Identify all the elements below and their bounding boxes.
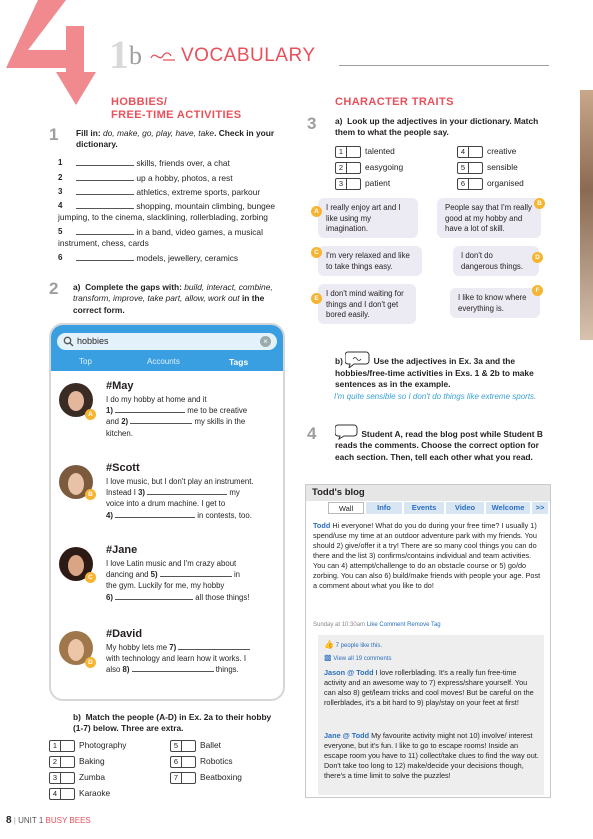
blog-title: Todd's blog — [312, 487, 365, 498]
ex3-number: 3 — [307, 114, 317, 133]
hobbies-app — [49, 323, 285, 701]
quote-bubble-d: I don't do dangerous things. — [453, 246, 539, 276]
hobby-option-3[interactable]: 3 Zumba — [49, 772, 105, 784]
post-tag: #David — [106, 628, 143, 640]
ex4-number: 4 — [307, 424, 317, 443]
todds-blog — [305, 484, 551, 798]
hobby-option-2[interactable]: 2 Baking — [49, 756, 105, 768]
post-tag: #May — [106, 380, 134, 392]
ex1-number: 1 — [49, 125, 59, 144]
answer-box[interactable]: 3 — [49, 772, 75, 784]
ex3-heading: CHARACTER TRAITS — [335, 96, 454, 108]
ex1-item-2: 2 up a hobby, photos, a rest — [58, 173, 233, 183]
comments-panel — [318, 635, 544, 795]
hobby-option-6[interactable]: 6 Robotics — [170, 756, 233, 768]
unit-letter: b — [129, 41, 142, 70]
swirl-icon — [149, 48, 177, 64]
quote-bubble-a: I really enjoy art and I like using my imagination. — [318, 198, 418, 238]
unit-header — [109, 32, 549, 77]
answer-box[interactable]: 6 — [170, 756, 196, 768]
header-rule — [339, 65, 549, 66]
hobby-option-5[interactable]: 5 Ballet — [170, 740, 221, 752]
answer-box[interactable]: 5 — [170, 740, 196, 752]
page-number: 8 — [6, 815, 12, 826]
post-tag: #Scott — [106, 462, 140, 474]
blog-tab-more[interactable]: >> — [532, 502, 548, 514]
adjective-5[interactable]: 5 sensible — [457, 162, 518, 174]
blog-tab-events[interactable]: Events — [404, 502, 444, 514]
ex2-number: 2 — [49, 279, 59, 298]
hobby-option-4[interactable]: 4 Karaoke — [49, 788, 110, 800]
thumbs-up-icon: 👍 — [324, 640, 334, 649]
person-letter-badge: C — [85, 572, 96, 583]
quote-bubble-e: I don't mind waiting for things and I don't get bored easily. — [318, 284, 416, 324]
blog-tabs — [306, 502, 550, 514]
section-title: VOCABULARY — [181, 45, 316, 66]
comment-jason: Jason @ Todd I love rollerblading. It's a really fun free-time activity and an awesome way to 7) express/share yourself. You can also 8) get/learn tricks and cool moves! But be careful on the rollerblades, it's a bit hard to 9) play/stay on your feet at first! — [324, 668, 534, 708]
quote-letter-badge: F — [532, 285, 543, 296]
ex2a-instruction: a) Complete the gaps with: build, interact, combine, transform, improve, take part, allow, work out in the correct form. — [73, 282, 273, 315]
ex1-heading: HOBBIES/ FREE-TIME ACTIVITIES — [111, 96, 242, 122]
ex1-instruction: Fill in: do, make, go, play, have, take. Check in your dictionary. — [76, 128, 275, 150]
quote-letter-badge: E — [311, 293, 322, 304]
post-meta: Sunday at 10:30am Like Comment Remove Tag — [313, 622, 441, 628]
quote-bubble-f: I like to know where everything is. — [450, 288, 540, 318]
person-letter-badge: D — [85, 657, 96, 668]
tab-accounts[interactable]: Accounts — [147, 357, 180, 366]
answer-box[interactable]: 1 — [49, 740, 75, 752]
view-comments-row[interactable]: ▩ View all 19 comments — [324, 653, 392, 662]
ex3b-instruction: b) Use the adjectives in Ex. 3a and the hobbies/free-time activities in Exs. 1 & 2b to make sentences as in the example. — [335, 350, 545, 391]
quote-letter-badge: C — [311, 247, 322, 258]
search-icon — [63, 336, 74, 347]
blog-title-bar — [306, 485, 550, 501]
ex2b-instruction: b) Match the people (A-D) in Ex. 2a to their hobby (1-7) below. Three are extra. — [73, 712, 272, 734]
edge-photo — [580, 90, 593, 340]
adjective-6[interactable]: 6 organised — [457, 178, 524, 190]
answer-box[interactable]: 4 — [49, 788, 75, 800]
tab-tags[interactable]: Tags — [229, 357, 249, 367]
post-jane: #Jane I love Latin music and I'm crazy about dancing and 5) in the gym. Luckily for me, my hobby 6) all those things! — [106, 543, 278, 603]
post-scott: #Scott I love music, but I don't play an instrument. Instead I 3) my voice into a drum machine. I get to 4) in contests, too. — [106, 461, 278, 521]
ex1-item-4: 4 shopping, mountain climbing, bungee jumping, to the cinema, slacklining, rollerblading, zorbing — [58, 201, 276, 223]
likes-row: 👍 7 people like this. — [324, 640, 383, 649]
search-bar[interactable] — [57, 333, 277, 350]
quote-bubble-b: People say that I'm really good at my hobby and have a lot of skill. — [437, 198, 541, 238]
comment-icon: ▩ — [324, 653, 332, 662]
answer-box[interactable]: 7 — [170, 772, 196, 784]
comment-jane: Jane @ Todd My favourite activity might not 10) involve/ interest everyone, but it's fun. I like to go to escape rooms! Inside an escape room you have to 11) collect/take clues to find the way out. Don't take too long to 12) make/decide your decisions though, there's a time limit to solve the puzzles! — [324, 731, 539, 781]
ex4-instruction: Student A, read the blog post while Student B reads the comments. Choose the correct option for each section. Then, tell each other what you read. — [335, 424, 545, 463]
hobby-option-7[interactable]: 7 Beatboxing — [170, 772, 242, 784]
clear-search-icon[interactable]: × — [260, 336, 271, 347]
search-input[interactable]: hobbies — [77, 336, 109, 346]
hobby-option-1[interactable]: 1 Photography — [49, 740, 127, 752]
speech-bubble-icon — [345, 350, 371, 368]
adjective-4[interactable]: 4 creative — [457, 146, 516, 158]
speech-bubble-icon — [335, 424, 359, 440]
quote-bubble-c: I'm very relaxed and like to take things easy. — [318, 246, 422, 276]
quote-letter-badge: B — [534, 198, 545, 209]
blog-tab-wall[interactable]: Wall — [328, 502, 364, 514]
tab-top[interactable]: Top — [79, 357, 92, 366]
post-tag: #Jane — [106, 544, 138, 556]
ex1-item-6: 6 models, jewellery, ceramics — [58, 253, 239, 263]
quote-letter-badge: A — [311, 206, 322, 217]
ex3b-example: I'm quite sensible so I don't do things like extreme sports. — [334, 392, 537, 401]
ex1-item-3: 3 athletics, extreme sports, parkour — [58, 187, 261, 197]
post-author-link[interactable]: Todd — [313, 521, 331, 530]
blog-tab-video[interactable]: Video — [446, 502, 484, 514]
person-letter-badge: A — [85, 409, 96, 420]
ex1-item-1: 1 skills, friends over, a chat — [58, 158, 230, 168]
unit-number: 1 — [109, 32, 129, 77]
post-may: #May I do my hobby at home and it 1) me to be creative and 2) my skills in the kitchen. — [106, 379, 276, 439]
blog-tab-welcome[interactable]: Welcome — [486, 502, 530, 514]
ex1-item-5: 5 in a band, video games, a musical instrument, chess, cards — [58, 227, 263, 249]
person-letter-badge: B — [85, 489, 96, 500]
post-david: #David My hobby lets me 7) with technology and learn how it works. I also 8) things. — [106, 627, 278, 676]
adjective-3[interactable]: 3 patient — [335, 178, 390, 190]
adjective-2[interactable]: 2 easygoing — [335, 162, 403, 174]
page-footer: 8 | UNIT 1 BUSY BEES — [6, 815, 91, 826]
blog-tab-info[interactable]: Info — [366, 502, 402, 514]
adjective-1[interactable]: 1 talented — [335, 146, 395, 158]
blog-post: Todd Hi everyone! What do you do during your free time? I usually 1) spend/use my time at an outdoor adventure park with my friends. You should 2) give/offer it a try! There are so many cool things you can do there and the list 3) confirms/contains individual and team activities. You can 4) attempt/challenge to do an obstacle course or 5) go/do zorbing. You can also 6) build/make friends with people your age. Post a comment about what you like to do! — [313, 521, 541, 591]
ex3a-instruction: a) Look up the adjectives in your dictionary. Match them to what the people say. — [335, 116, 539, 138]
answer-box[interactable]: 2 — [49, 756, 75, 768]
quote-letter-badge: D — [532, 252, 543, 263]
